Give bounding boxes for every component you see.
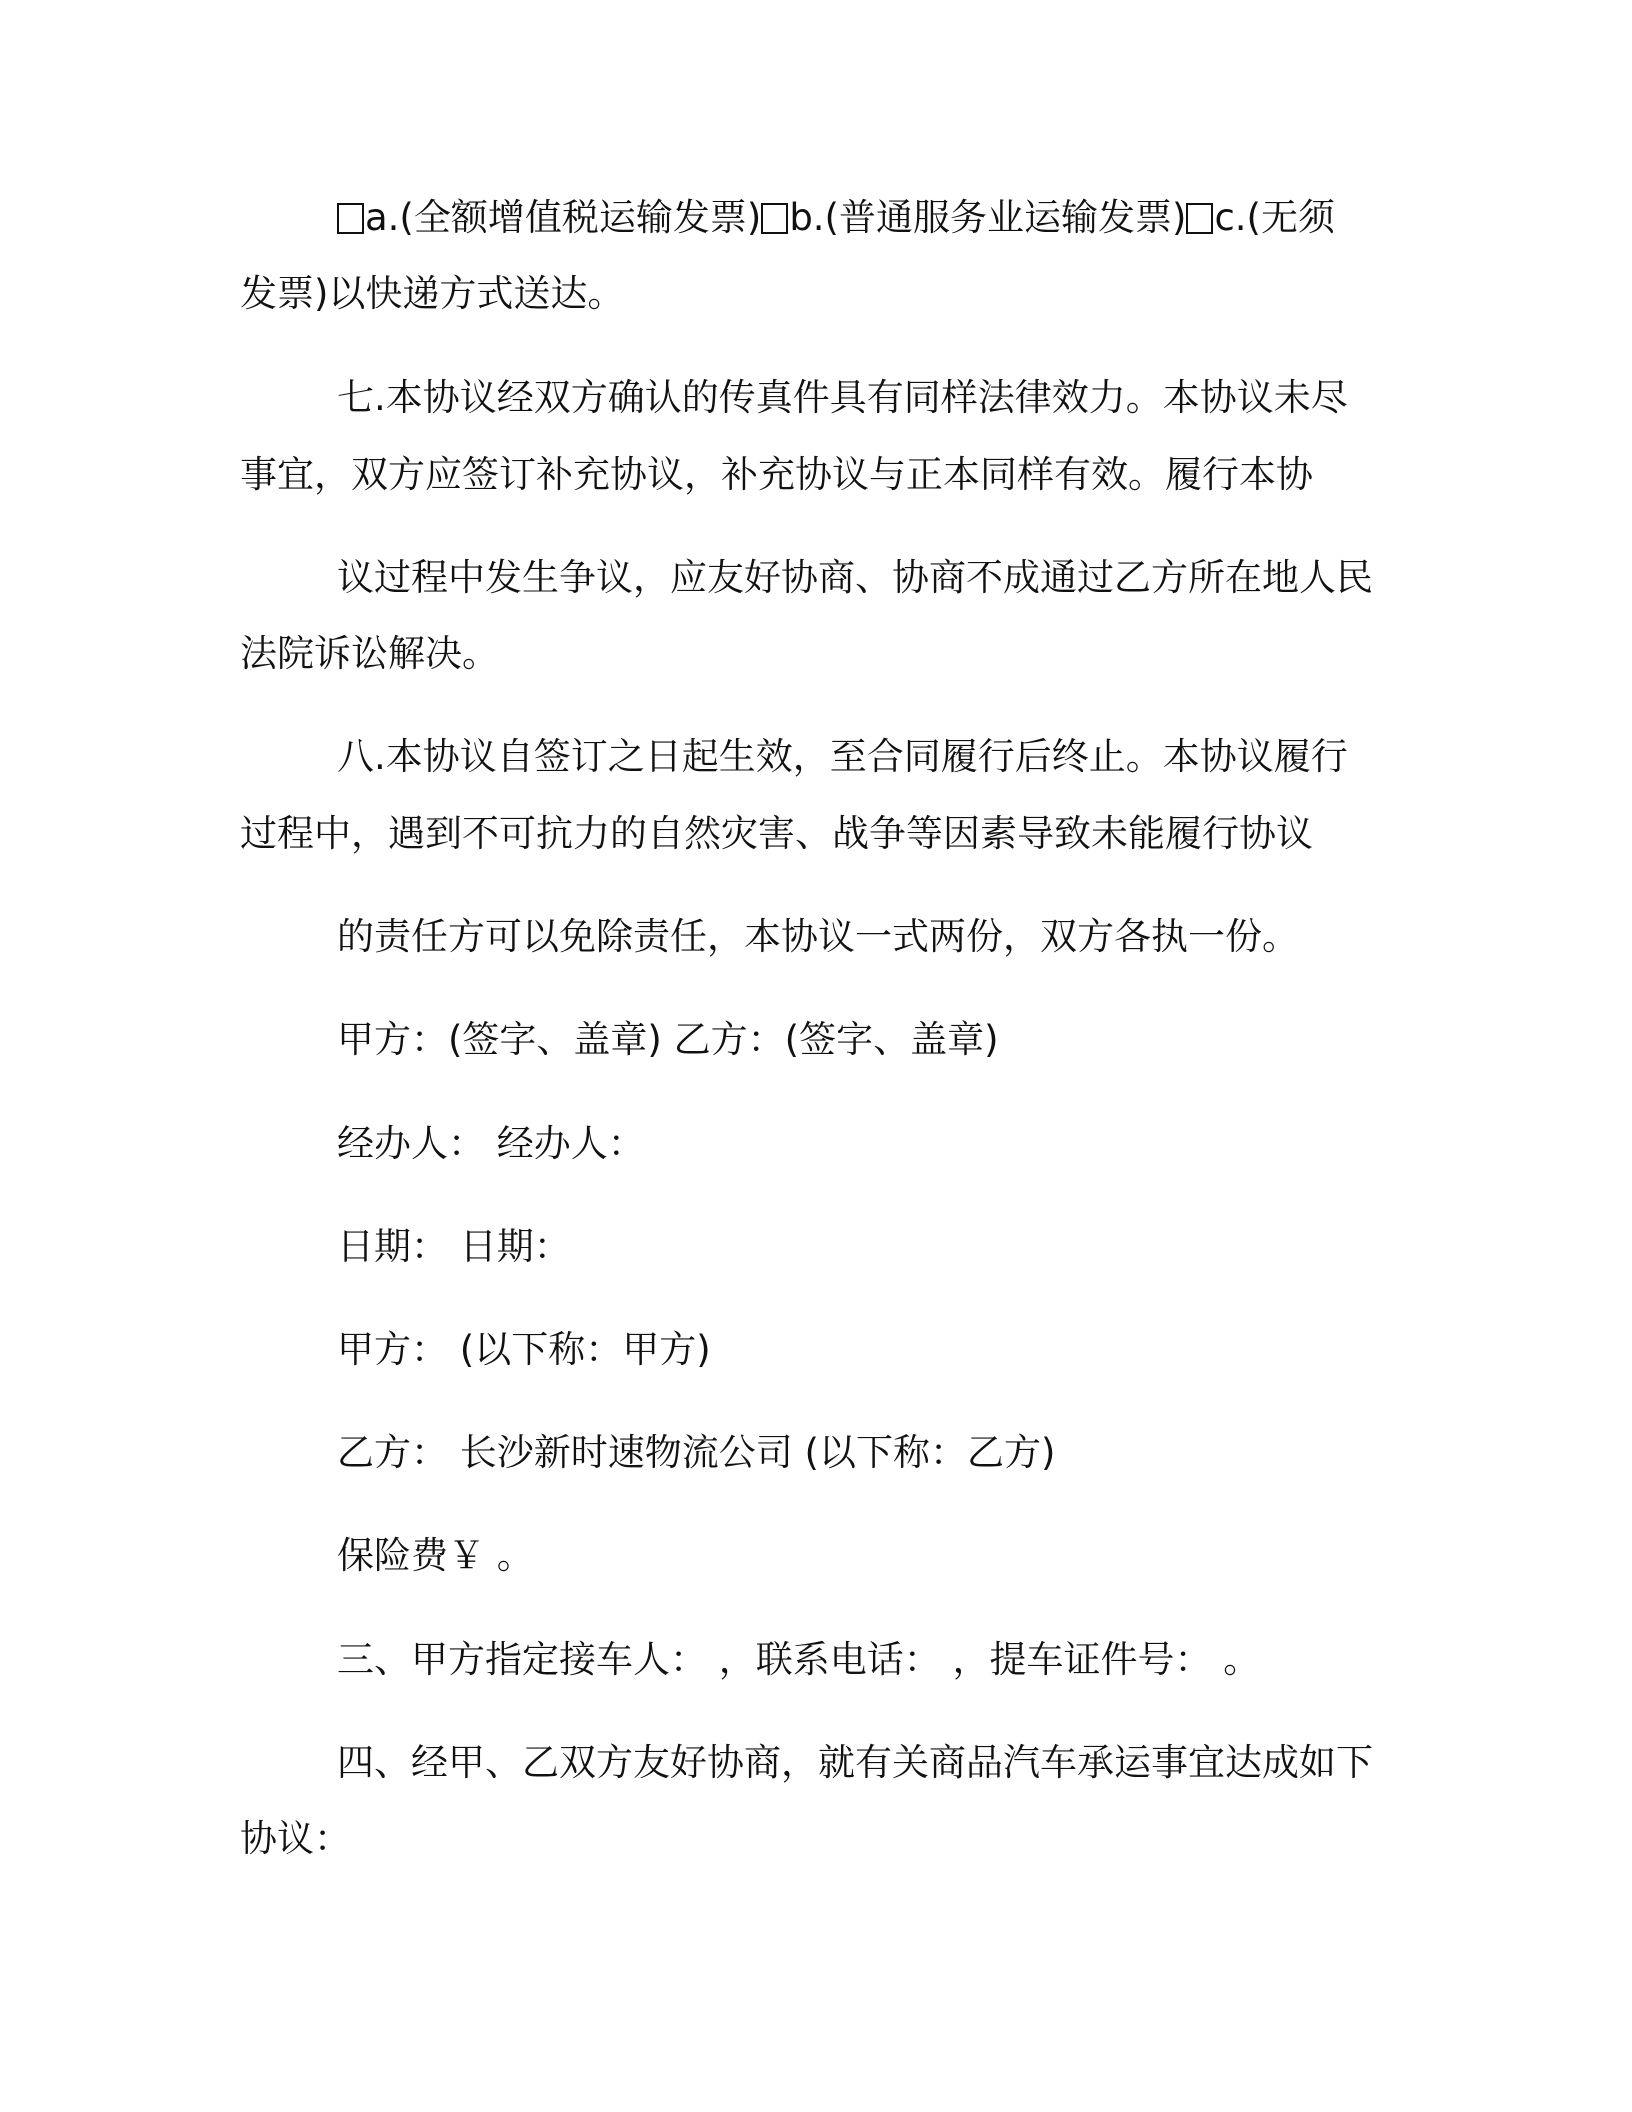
signature-parties-line: 甲方：(签字、盖章) 乙方：(签字、盖章) — [337, 1018, 999, 1061]
invoice-options-line — [337, 194, 1335, 242]
checkbox-full-vat-invoice[interactable] — [337, 203, 364, 234]
invoice-option-a: a.(全额增值税运输发票) — [365, 196, 762, 239]
insurance-fee-line: 保险费￥ 。 — [337, 1534, 534, 1577]
invoice-delivery-line: 发票)以快递方式送达。 — [240, 272, 625, 315]
party-a-intro: 甲方： (以下称：甲方) — [337, 1328, 711, 1371]
clause-3-line: 三、甲方指定接车人： ，联系电话： ，提车证件号： 。 — [337, 1638, 1261, 1681]
clause-8-line-2: 过程中，遇到不可抗力的自然灾害、战争等因素导致未能履行协议 — [240, 812, 1313, 855]
clause-7-line-1: 七.本协议经双方确认的传真件具有同样法律效力。本协议未尽 — [337, 376, 1348, 419]
clause-8-line-1: 八.本协议自签订之日起生效，至合同履行后终止。本协议履行 — [337, 735, 1348, 778]
invoice-option-c: c.(无须 — [1214, 196, 1335, 239]
signature-handlers-line: 经办人： 经办人： — [337, 1122, 645, 1165]
clause-7-line-4: 法院诉讼解决。 — [240, 632, 499, 675]
clause-8-line-3: 的责任方可以免除责任，本协议一式两份，双方各执一份。 — [337, 915, 1299, 958]
party-b-intro: 乙方： 长沙新时速物流公司 (以下称：乙方) — [337, 1431, 1056, 1474]
signature-dates-line: 日期： 日期： — [337, 1225, 571, 1268]
clause-7-line-2: 事宜，双方应签订补充协议，补充协议与正本同样有效。履行本协 — [240, 453, 1313, 496]
clause-4-line-2: 协议： — [240, 1817, 351, 1860]
checkbox-ordinary-service-invoice[interactable] — [761, 203, 788, 234]
checkbox-no-invoice[interactable] — [1186, 203, 1213, 234]
clause-7-line-3: 议过程中发生争议，应友好协商、协商不成通过乙方所在地人民 — [337, 556, 1373, 599]
clause-4-line-1: 四、经甲、乙双方友好协商，就有关商品汽车承运事宜达成如下 — [337, 1741, 1373, 1784]
invoice-option-b: b.(普通服务业运输发票) — [789, 196, 1187, 239]
